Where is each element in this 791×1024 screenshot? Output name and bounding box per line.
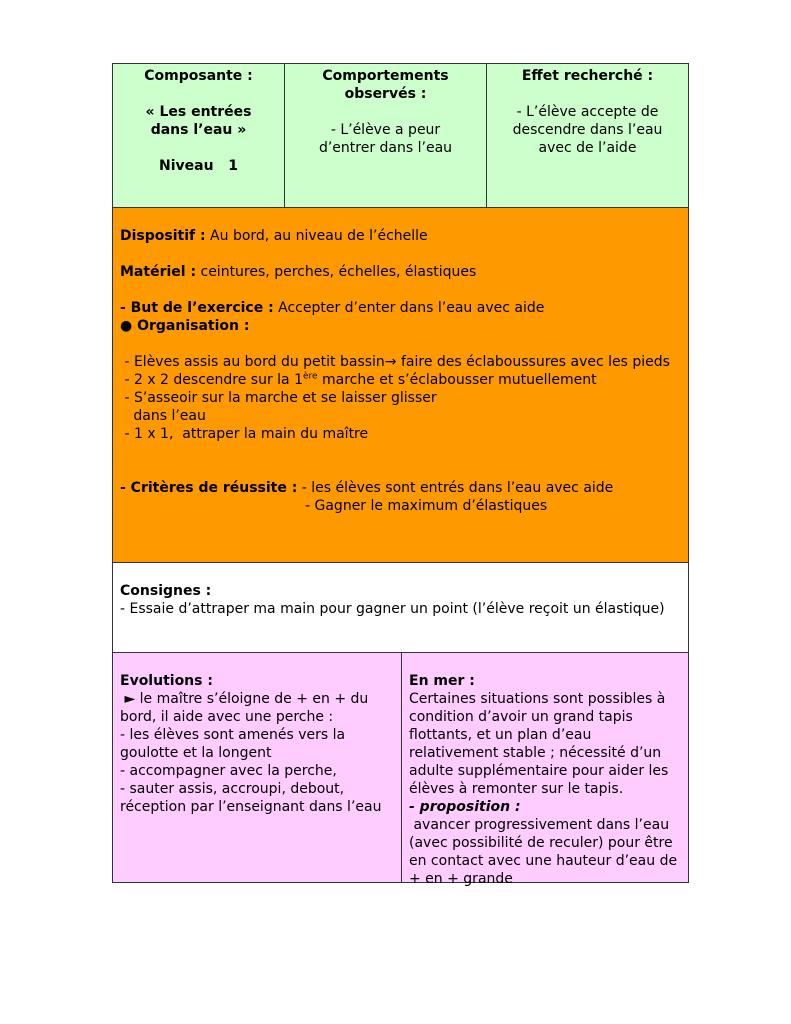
evolutions-line-3: - accompagner avec la perche, <box>120 763 337 779</box>
materiel-line <box>120 263 682 281</box>
materiel-text: ceintures, perches, échelles, élastiques <box>196 264 477 280</box>
proposition-text: avancer progressivement dans l’eau (avec possibilité de reculer) pour être en contact avec une hauteur d’eau de + en + grande <box>409 817 682 887</box>
en-mer-cell <box>401 652 689 887</box>
dispositif-line <box>120 227 682 245</box>
organisation-item-3b: dans l’eau <box>120 408 206 424</box>
consignes-text: - Essaie d’attraper ma main pour gagner un point (l’élève reçoit un élastique) <box>120 601 665 617</box>
evolutions-label: Evolutions : <box>120 673 213 689</box>
organisation-item-3: - S’asseoir sur la marche et se laisser glisser <box>120 390 437 406</box>
criteres-line <box>120 479 682 497</box>
comportements-label: Comportements observés : <box>322 68 449 102</box>
but-line <box>120 299 682 317</box>
dispositif-label: Dispositif : <box>120 228 206 244</box>
organisation-item-1: - Elèves assis au bord du petit bassin→ faire des éclaboussures avec les pieds <box>120 354 670 370</box>
but-text: Accepter d’enter dans l’eau avec aide <box>273 300 545 316</box>
criteres-text-2: - Gagner le maximum d’élastiques <box>305 498 548 514</box>
consignes-label: Consignes : <box>120 583 212 599</box>
evolutions-line-4: - sauter assis, accroupi, debout, réception par l’enseignant dans l’eau <box>120 781 382 815</box>
superscript-ere: ère <box>302 371 318 382</box>
organisation-item-4: - 1 x 1, attraper la main du maître <box>120 426 369 442</box>
composante-label: Composante : <box>144 68 253 84</box>
organisation-label: ● Organisation : <box>120 318 250 334</box>
effet-label: Effet recherché : <box>521 68 654 84</box>
evolutions-cell <box>112 652 402 883</box>
composante-level: Niveau 1 <box>159 158 238 174</box>
organisation-item-2: - 2 x 2 descendre sur la 1ère marche et s’éclabousser mutuellement <box>120 371 597 388</box>
criteres-text-1: - les élèves sont entrés dans l’eau avec aide <box>297 480 614 496</box>
consignes-section <box>112 562 689 653</box>
en-mer-label: En mer : <box>409 673 475 689</box>
proposition-label: - proposition : <box>409 799 521 815</box>
effet-text: - L’élève accepte de descendre dans l’eau avec de l’aide <box>512 104 663 156</box>
but-label: - But de l’exercice : <box>120 300 274 316</box>
comportements-text: - L’élève a peur d’entrer dans l’eau <box>318 122 453 156</box>
criteres-label: - Critères de réussite : <box>120 480 298 496</box>
evolutions-line-1: ► le maître s’éloigne de + en + du bord, il aide avec une perche : <box>120 691 373 725</box>
composante-title: « Les entrées dans l’eau » <box>145 104 252 138</box>
dispositif-text: Au bord, au niveau de l’échelle <box>205 228 428 244</box>
composante-cell <box>112 63 285 208</box>
materiel-label: Matériel : <box>120 264 197 280</box>
effet-cell <box>486 63 689 208</box>
en-mer-text: Certaines situations sont possibles à condition d’avoir un grand tapis flottants, et un plan d’eau relativement stable ; nécessité d’un adulte supplémentaire pour aider les élèves à remonter sur le tapis. <box>409 691 669 797</box>
dispositif-section <box>112 207 689 563</box>
comportements-cell <box>284 63 487 208</box>
evolutions-line-2: - les élèves sont amenés vers la goulotte et la longent <box>120 727 346 761</box>
